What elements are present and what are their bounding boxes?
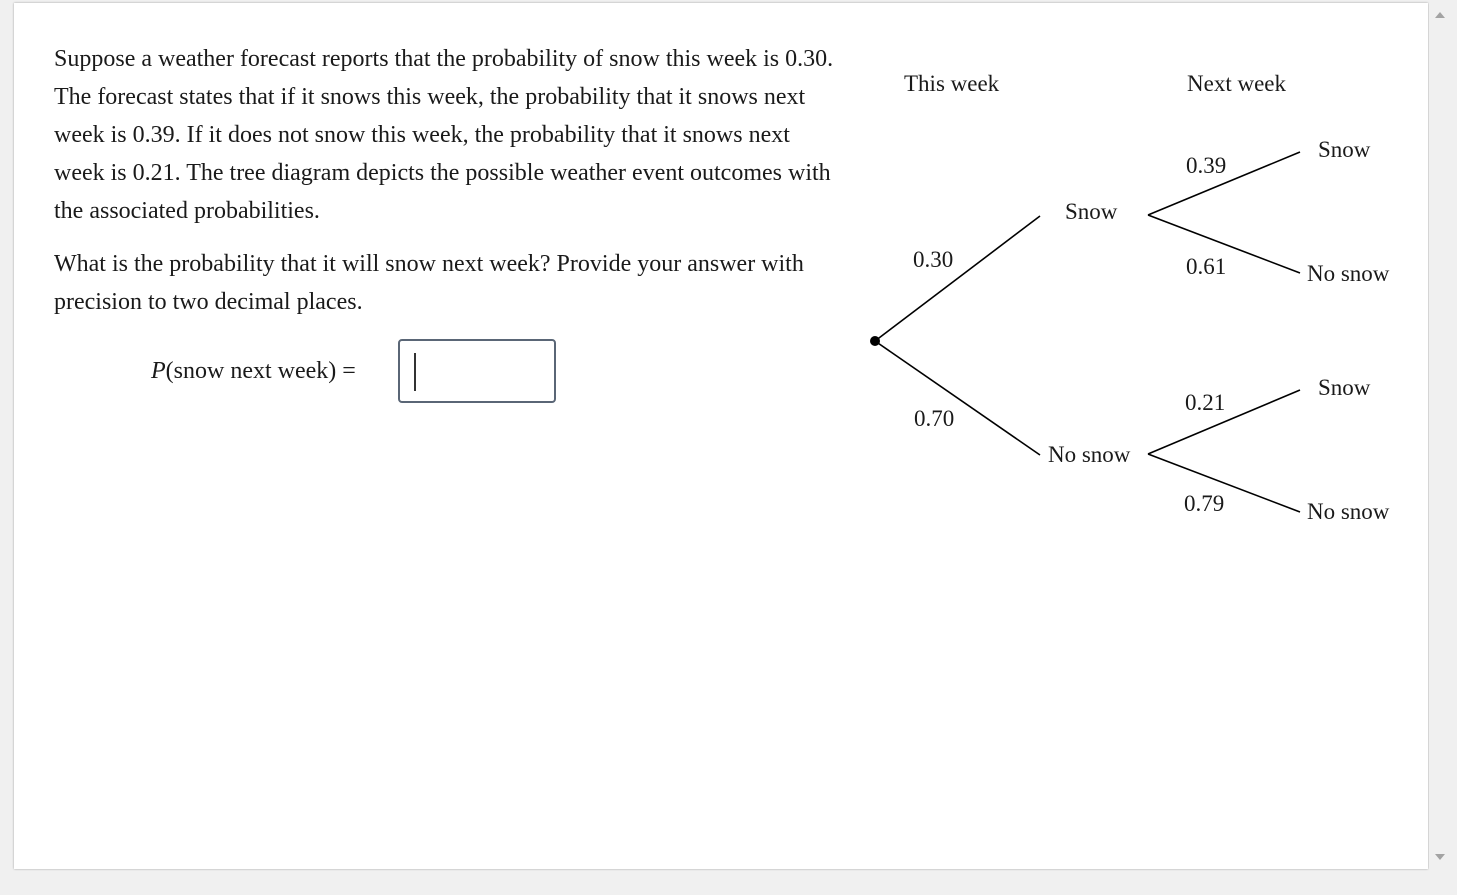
label-no-snow-snow: Snow <box>1318 375 1371 400</box>
branch-this-week-snow <box>875 216 1040 341</box>
problem-paragraph: Suppose a weather forecast reports that the probability of snow this week is 0.30. The forecast states that if it snows this week, the probability that it snows next week is 0.39. If it does not snow this week, the probability that it snows next week is 0.21. The tree diagram depicts the possible weather event outcomes with the associated probabilities. <box>54 46 834 224</box>
prob-no-snow-no-snow: 0.79 <box>1184 491 1225 516</box>
prob-this-week-snow: 0.30 <box>913 247 954 272</box>
answer-label-p: P <box>151 358 166 384</box>
scroll-up-arrow-icon[interactable] <box>1435 12 1445 18</box>
scroll-down-arrow-icon[interactable] <box>1435 854 1445 860</box>
header-this-week: This week <box>904 71 1000 96</box>
answer-label-rest: (snow next week) = <box>165 358 356 384</box>
problem-question: What is the probability that it will snow next week? Provide your answer with precision to two decimal places. <box>54 251 804 315</box>
prob-this-week-no-snow: 0.70 <box>914 406 955 431</box>
label-this-week-no-snow: No snow <box>1048 442 1131 467</box>
label-this-week-snow: Snow <box>1065 199 1118 224</box>
prob-no-snow-snow: 0.21 <box>1185 390 1226 415</box>
label-snow-no-snow: No snow <box>1307 261 1390 286</box>
content-panel <box>14 3 1428 869</box>
prob-snow-snow: 0.39 <box>1186 153 1227 178</box>
branch-this-week-no-snow <box>875 341 1040 455</box>
prob-snow-no-snow: 0.61 <box>1186 254 1227 279</box>
label-snow-snow: Snow <box>1318 137 1371 162</box>
tree-diagram <box>14 3 1428 869</box>
header-next-week: Next week <box>1187 71 1286 96</box>
label-no-snow-no-snow: No snow <box>1307 499 1390 524</box>
vertical-scrollbar[interactable] <box>1429 3 1453 869</box>
